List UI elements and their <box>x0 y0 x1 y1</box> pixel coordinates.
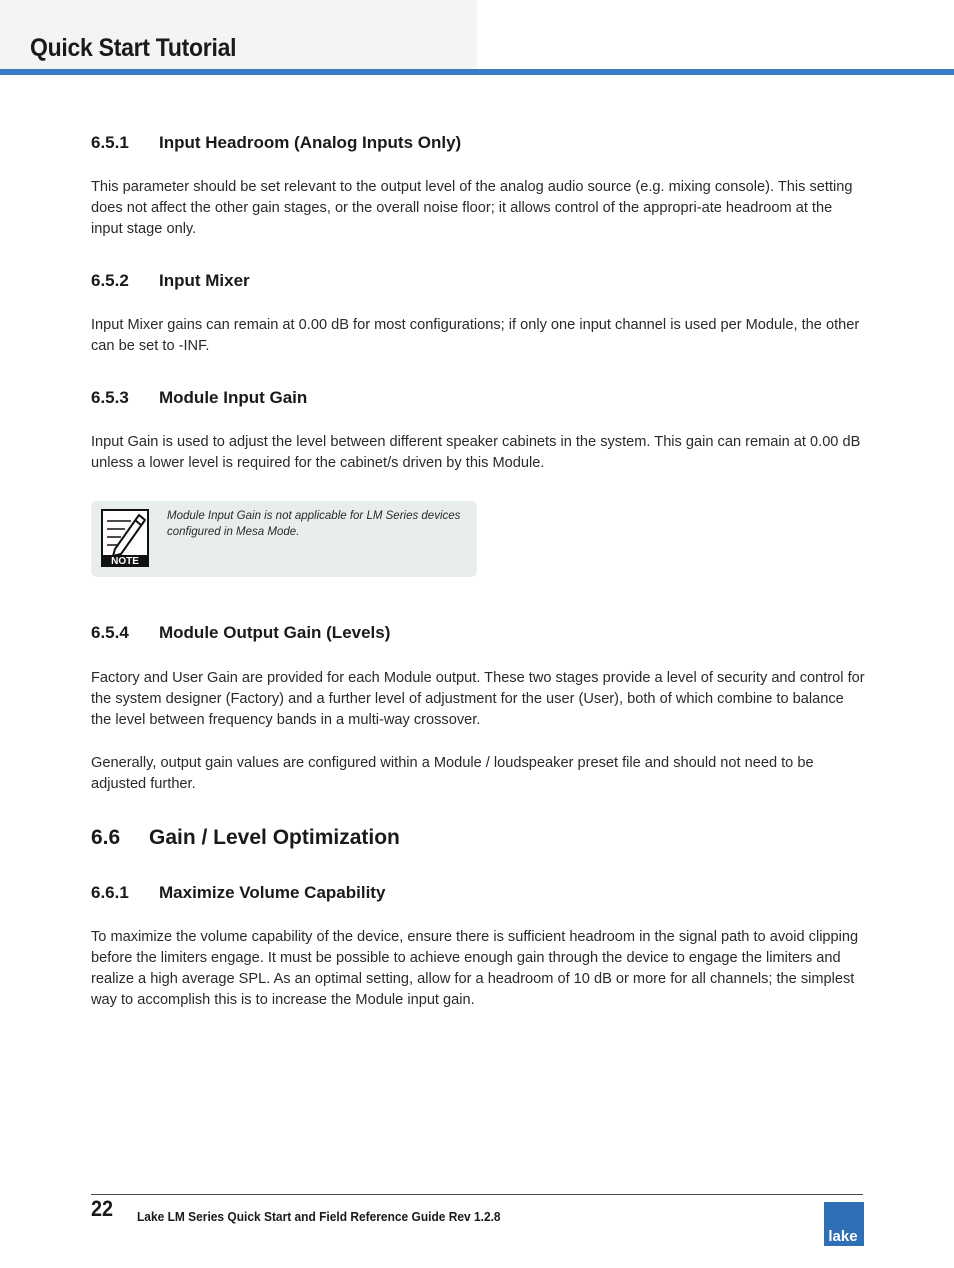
heading-6-5-2 <box>91 271 250 291</box>
paragraph-output-gain-2: Generally, output gain values are configured within a Module / loudspeaker preset file and should not need to be adjusted further. <box>91 755 814 792</box>
note-callout <box>91 501 477 577</box>
heading-6-5-1 <box>91 133 461 153</box>
heading-text: Maximize Volume Capability <box>159 883 386 902</box>
paragraph-maximize-volume: To maximize the volume capability of the device, ensure there is sufficient headroom in the signal path to avoid clipping before the limiters engage. It must be possible to achieve enough gain through the device to engage the limiters and realize a high average SPL. As an optimal setting, allow for a headroom of 10 dB or more for all channels; the simplest way to accomplish this is to increase the Module input gain. <box>91 929 859 1008</box>
heading-number: 6.6.1 <box>91 883 129 902</box>
heading-text: Module Output Gain (Levels) <box>159 623 391 642</box>
header-rule <box>0 69 954 75</box>
note-text: Module Input Gain is not applicable for LM Series devices configured in Mesa Mode. <box>167 510 461 538</box>
heading-text: Input Headroom (Analog Inputs Only) <box>159 133 462 152</box>
note-pencil-icon <box>101 509 149 567</box>
heading-6-6 <box>91 826 400 850</box>
heading-text: Input Mixer <box>159 271 250 290</box>
logo-text: lake <box>828 1228 858 1245</box>
paragraph-module-input-gain: Input Gain is used to adjust the level between different speaker cabinets in the system. This gain can remain at 0.00 dB unless a lower level is required for the cabinet/s driven by this Module. <box>91 434 861 471</box>
note-label: NOTE <box>111 556 139 567</box>
page-number: 22 <box>91 1196 114 1221</box>
heading-6-5-3 <box>91 388 307 408</box>
heading-number: 6.5.3 <box>91 388 129 407</box>
page-header-title: Quick Start Tutorial <box>30 34 237 62</box>
paragraph-input-mixer: Input Mixer gains can remain at 0.00 dB for most configurations; if only one input channel is used per Module, the other can be set to -INF. <box>91 317 860 354</box>
heading-number: 6.5.2 <box>91 271 129 290</box>
footer-guide-title: Lake LM Series Quick Start and Field Reference Guide Rev 1.2.8 <box>137 1209 501 1224</box>
paragraph-output-gain-1: Factory and User Gain are provided for each Module output. These two stages provide a level of security and control for the system designer (Factory) and a further level of adjustment for the user (User), both of which combine to balance the level between frequency bands in a multi-way crossover. <box>91 670 865 728</box>
heading-6-5-4 <box>91 623 390 643</box>
heading-6-6-1 <box>91 883 385 903</box>
heading-number: 6.6 <box>91 826 121 849</box>
heading-number: 6.5.4 <box>91 623 129 642</box>
heading-text: Gain / Level Optimization <box>149 826 400 849</box>
heading-number: 6.5.1 <box>91 133 129 152</box>
heading-text: Module Input Gain <box>159 388 308 407</box>
paragraph-input-headroom: This parameter should be set relevant to the output level of the analog audio source (e.g. mixing console). This setting does not affect the other gain stages, or the overall noise floor; it allows control of the appropri-ate headroom at the input stage only. <box>91 179 853 237</box>
footer-rule <box>91 1194 863 1195</box>
lake-logo <box>824 1202 864 1246</box>
